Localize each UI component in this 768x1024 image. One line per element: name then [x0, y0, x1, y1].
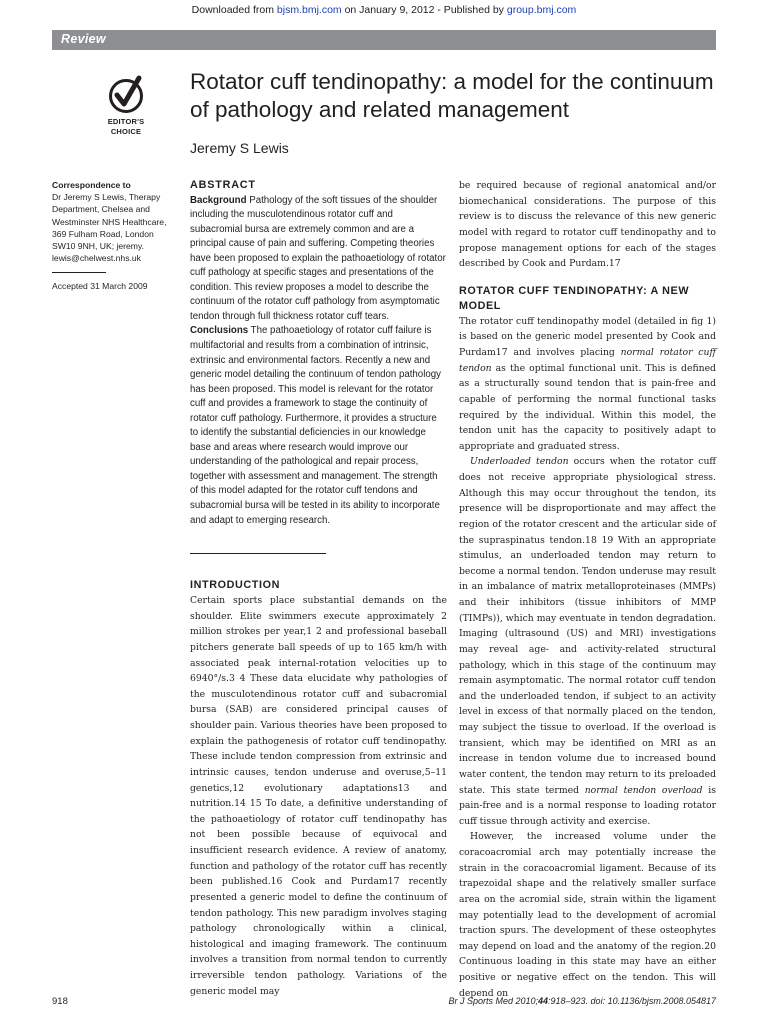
citation-prefix: Br J Sports Med 2010;	[448, 996, 538, 1006]
article-title: Rotator cuff tendinopathy: a model for the continuum of pathology and related management	[190, 69, 714, 122]
publisher-link[interactable]: group.bmj.com	[506, 4, 577, 16]
citation	[448, 996, 716, 1006]
accepted-date: Accepted 31 March 2009	[52, 281, 148, 292]
citation-suffix: :918–923. doi: 10.1136/bjsm.2008.054817	[548, 996, 716, 1006]
abstract-heading: ABSTRACT	[190, 179, 256, 191]
section-band	[52, 30, 716, 50]
badge-line-1: EDITOR'S	[107, 117, 145, 126]
model-paragraph-2	[459, 454, 716, 829]
badge-line-2: CHOICE	[110, 126, 142, 136]
background-text: Pathology of the soft tissues of the shoulder including the musculotendinous rotator cuff and subacromial bursa are extremely common and are a principal cause of pain and suffering. Competing theories have been proposed to explain the pathoaetiology of rotator cuff pathology at specific stages and presentations of the condition. This review proposes a model to describe the continuum of the rotator cuff pathology from asymptomatic tendon through full thickness rotator cuff tears.	[190, 194, 446, 322]
conclusions-label: Conclusions	[190, 325, 249, 337]
p2-emphasis-2: normal tendon overload	[584, 784, 703, 796]
address-line: Department, Chelsea and	[52, 204, 150, 215]
p1-text-a: The rotator cuff tendinopathy model (detailed in fig 1) is based on the generic model presented by Cook and Purdam17 and involves placing	[459, 315, 716, 358]
section-label: Review	[61, 32, 106, 46]
right-column	[459, 178, 716, 1001]
address-line: Dr Jeremy S Lewis, Therapy	[52, 192, 161, 203]
download-prefix: Downloaded from	[191, 4, 274, 16]
p2-text-a: occurs when the rotator cuff does not receive appropriate physiological stress. Although this may occur throughout the tendon, its presence will be disproportionate and may affect the region of the rotator crescent and the articular side of the supraspinatus tendon.18 19 With an appropriate stimulus, an underloaded tendon may return to become a normal tendon. Tendon underuse may result in an imbalance of matrix metalloproteinases (MMPs) and their inhibitors (tissue inhibitors of MMP (TIMPs)), which may eventuate in tendon degradation. Imaging (ultrasound (US) and MRI) investigations may reveal age- and activity-related structural pathology, which in this stage of the continuum may remain asymptomatic. The normal rotator cuff tendon and the underloaded tendon, if subject to an activity level in excess of that normally placed on the tendon, may subject the tissue to overload. If the overload is transient, which may be identified on MRI as an increase in tendon volume due to increased bound water content, the tendon may return to its preloaded state. This state termed	[459, 456, 716, 796]
model-paragraph-1	[459, 314, 716, 455]
model-section-heading: ROTATOR CUFF TENDINOPATHY: A NEW MODEL	[459, 284, 690, 312]
abstract-block	[190, 178, 447, 528]
author-name: Jeremy S Lewis	[190, 140, 289, 156]
journal-site-link[interactable]: bjsm.bmj.com	[276, 4, 342, 16]
check-icon	[106, 74, 146, 114]
correspondence-heading: Correspondence to	[52, 180, 131, 190]
continued-paragraph: be required because of regional anatomical and/or biomechanical considerations. The purpose of this review is to discuss the relevance of this new generic model with regard to rotator cuff tendinopathy and to propose management options for each of the stages described by Cook and Purdam.17	[459, 180, 716, 270]
address-line: SW10 9NH, UK; jeremy.	[52, 241, 145, 252]
introduction-section	[190, 578, 447, 999]
email-link[interactable]: lewis@chelwest.nhs.uk	[52, 253, 141, 264]
introduction-heading: INTRODUCTION	[190, 579, 280, 591]
download-middle: on January 9, 2012 - Published by	[344, 4, 504, 16]
divider	[52, 272, 106, 273]
editors-choice-badge	[96, 74, 156, 136]
model-paragraph-3: However, the increased volume under the coracoacromial arch may potentially increase the strain in the coracoacromial ligament. Because of its trapezoidal shape and the relatively smaller surface area on the acromial side, strain within the ligament may potentially lead to the development of acromial traction spurs. The development of these osteophytes may depend on load and the anatomy of the region.20 Continuous loading in this state may have an either positive or negative effect on the tendon. This will depend on	[459, 831, 716, 999]
address-line: Westminster NHS Healthcare,	[52, 216, 167, 227]
abstract-divider	[190, 553, 326, 554]
download-notice	[0, 4, 768, 16]
p2-emphasis: Underloaded tendon	[470, 456, 569, 468]
address-line: 369 Fulham Road, London	[52, 228, 154, 239]
background-label: Background	[190, 194, 247, 206]
page-number: 918	[52, 996, 68, 1007]
p2-text-b: is pain-free and is a normal response to loading rotator cuff tissue through activity and exercise.	[459, 784, 716, 827]
p1-text-b: as the optimal functional unit. This is defined as a structurally sound tendon that is pain-free and capable of performing the normal functional tasks required by the individual. Within this model, the tendon unit has the capacity to positively adapt to appropriate and graduated stress.	[459, 362, 716, 452]
conclusions-text: The pathoaetiology of rotator cuff failure is multifactorial and results from a combination of intrinsic, extrinsic and environmental factors. Recently a new and generic model detailing the continuum of tendon pathology has been proposed. This model is relevant for the rotator cuff and provides a framework to stage the continuity of rotator cuff pathology. Furthermore, it provides a structure to identify the substantial deficiencies in our knowledge base and areas where research would improve our understanding of the pathological and repair process, together with assessment and management. The strength of this model adapted for the rotator cuff tendons and subacromial bursa will be tested in its ability to incorporate and adapt to emerging research.	[190, 325, 441, 526]
citation-volume: 44	[538, 996, 549, 1006]
introduction-text: Certain sports place substantial demands on the shoulder. Elite swimmers execute approximately 2 million strokes per year,1 2 and professional baseball pitchers generate ball speeds of up to 165 km/h with associated peak internal-rotation velocities up to 6940°/s.3 4 These data elucidate why pathologies of the musculotendinous rotator cuff and subacromial bursa (SAB) are considered principal causes of shoulder pain. Various theories have been proposed to explain the pathogenesis of rotator cuff tendinopathy. These include tendon compression from extrinsic and intrinsic causes, tendon underuse and overuse,5–11 genetics,12 evolutionary adaptations13 and nutrition.14 15 To date, a definitive understanding of the pathoaetiology of rotator cuff tendinopathy has not been possible because of equivocal and insufficient research evidence. A review of anatomy, function and pathology of the rotator cuff has recently been published.16 Cook and Purdam17 recently presented a generic model to define the continuum of tendon pathology. This new paradigm involves staging pathology chronologically within a clinical, histological and imaging framework. The continuum involves a transition from normal tendon to currently irreversible tendon pathology. Variations of the generic model may	[190, 595, 447, 997]
p1-emphasis: normal rotator cuff tendon	[459, 347, 716, 374]
correspondence-sidebar	[52, 179, 174, 293]
